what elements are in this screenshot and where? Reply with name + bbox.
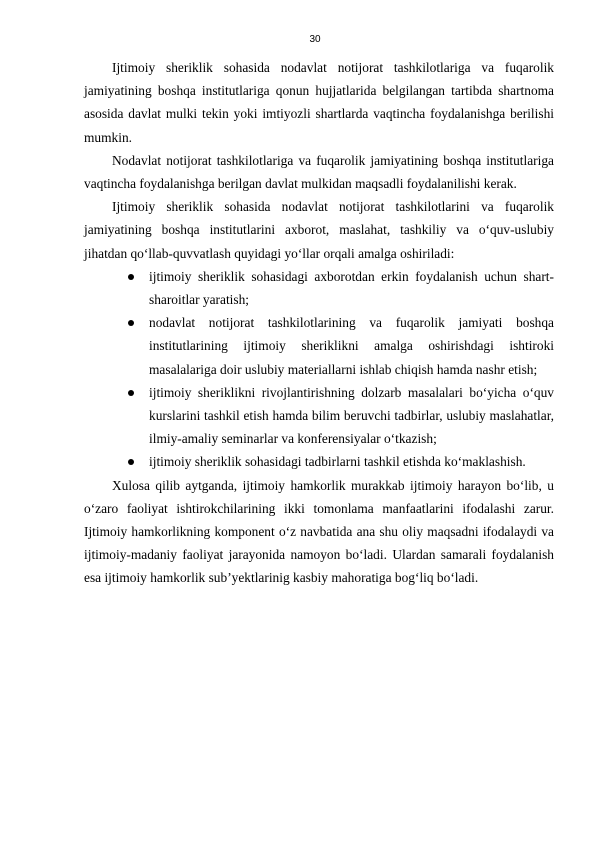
bullet-icon bbox=[128, 320, 134, 326]
paragraph: Ijtimoiy sheriklik sohasida nodavlat notijorat tashkilotlariga va fuqarolik jamiyatining boshqa institutlariga qonun hujjatlarida belgilangan tartibda shartnoma asosida davlat mulki tekin yoki imtiyozli shartlarda vaqtincha foydalanishga berilishi mumkin. bbox=[84, 60, 554, 145]
conclusion-paragraph: Xulosa qilib aytganda, ijtimoiy hamkorlik murakkab ijtimoiy harayon bo‘lib, u o‘zaro faoliyat ishtirokchilarining ikki tomonlama manfaatlarini ifodalashi zarur. Ijtimoiy hamkorlikning komponent o‘z navbatida ana shu oliy maqsadni ifodalaydi va ijtimoiy-madaniy faoliyat jarayonida namoyon bo‘ladi. Ulardan samarali foydalanish esa ijtimoiy hamkorlik sub’yektlarinig kasbiy mahoratiga bog‘liq bo‘ladi. bbox=[84, 477, 554, 586]
bullet-icon bbox=[128, 459, 134, 465]
list-item-text: ijtimoiy sheriklik sohasidagi tadbirlarni tashkil etishda ko‘maklashish. bbox=[149, 454, 526, 470]
document-body bbox=[84, 56, 554, 590]
list-item-text: nodavlat notijorat tashkilotlarining va fuqarolik jamiyati boshqa institutlarining ijtimoiy sheriklikni amalga oshirishdagi ishtiroki masalalariga doir uslubiy materiallarni ishlab chiqish hamda nashr etish; bbox=[149, 315, 554, 377]
bullet-icon bbox=[128, 390, 134, 396]
list-item-text: ijtimoiy sheriklikni rivojlantirishning dolzarb masalalari bo‘yicha o‘quv kurslarini tashkil etish hamda bilim beruvchi tadbirlar, uslubiy maslahatlar, ilmiy-amaliy seminarlar va konferensiyalar o‘tkazish; bbox=[149, 384, 554, 447]
list-item bbox=[84, 311, 554, 381]
bullet-list bbox=[84, 265, 554, 474]
page-number: 30 bbox=[309, 34, 321, 45]
list-item bbox=[84, 450, 554, 473]
paragraph: Nodavlat notijorat tashkilotlariga va fuqarolik jamiyatining boshqa institutlariga vaqtincha foydalanishga berilgan davlat mulkidan maqsadli foydalanilishi kerak. bbox=[84, 152, 554, 192]
bullet-icon bbox=[128, 274, 134, 280]
list-item bbox=[84, 265, 554, 311]
paragraph: Ijtimoiy sheriklik sohasida nodavlat notijorat tashkilotlarini va fuqarolik jamiyatining boshqa institutlarini axborot, maslahat, tashkiliy va o‘quv-uslubiy jihatdan qo‘llab-quvvatlash quyidagi yo‘llar orqali amalga oshiriladi: bbox=[84, 199, 554, 261]
list-item-text: ijtimoiy sheriklik sohasidagi axborotdan erkin foydalanish uchun shart-sharoitlar yaratish; bbox=[149, 268, 554, 308]
list-item bbox=[84, 381, 554, 451]
